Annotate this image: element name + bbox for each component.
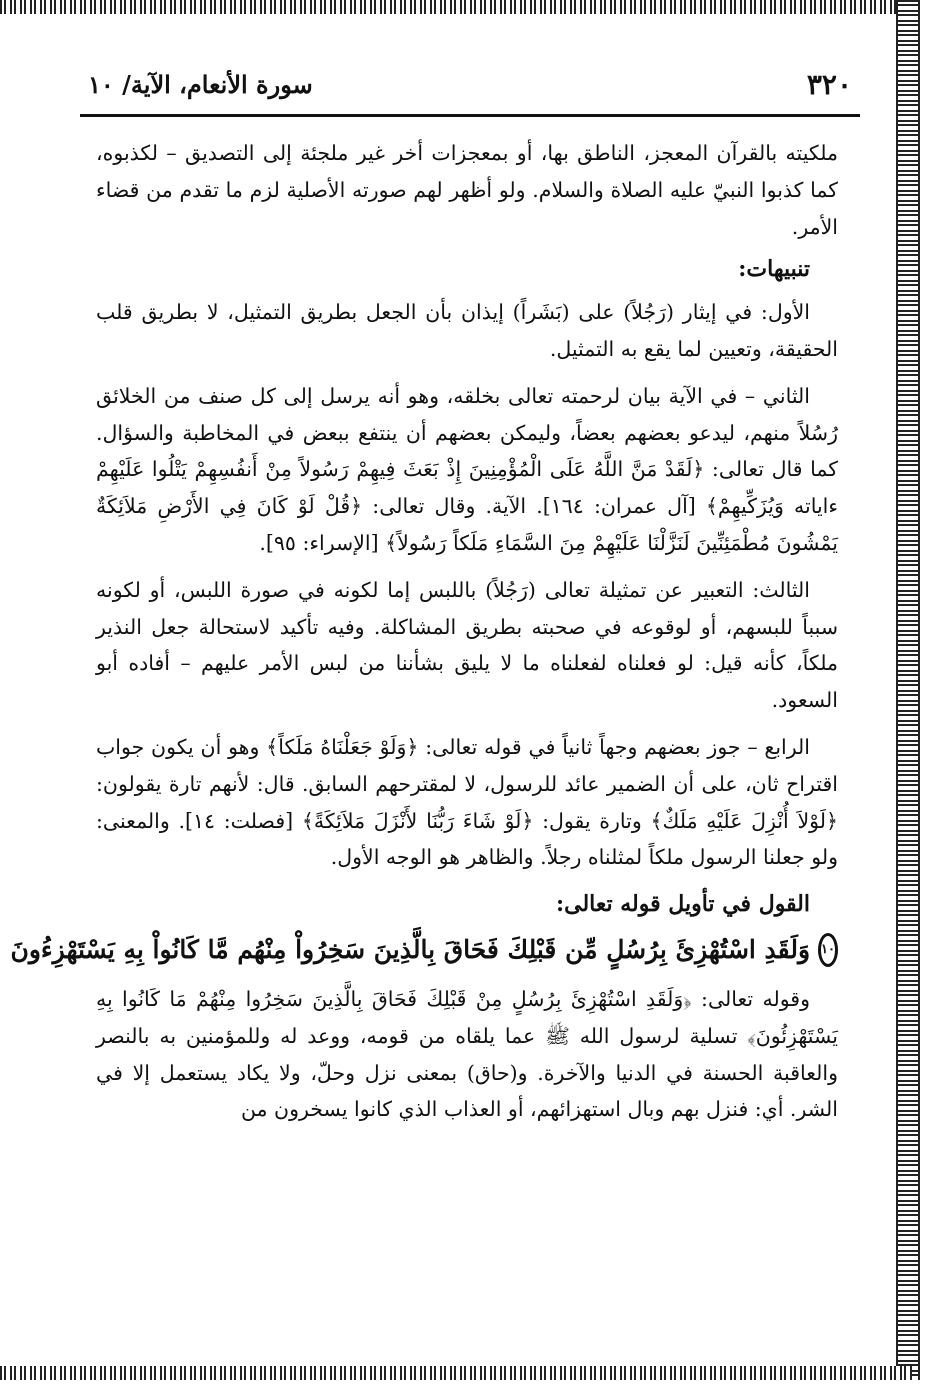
top-border-band	[0, 0, 912, 14]
page-number: ٣٢٠	[806, 68, 852, 101]
verse-number-medallion: ١٠	[818, 933, 838, 967]
bottom-border-band	[0, 1366, 912, 1380]
right-border-band	[896, 0, 920, 1380]
note-third: الثالث: التعبير عن تمثيلة تعالى (رَجُلاً) باللبس إما لكونه في صورة اللبس، أو لكونه سبباً للبسهم، أو لوقوعه في صحبته بطريق المشاكلة. وفيه تأكيد لاستحالة جعل النذير ملكاً، كأنه قيل: لو فعلناه لفعلناه ما لا يليق بشأننا من لبس الأمر عليهم – أفاده أبو السعود.	[96, 577, 838, 713]
quran-verse	[10, 929, 838, 971]
section-heading-notes: تنبيهات:	[738, 256, 810, 283]
section-heading-tawil: القول في تأويل قوله تعالى:	[556, 891, 810, 918]
verse-text: وَلَقَدِ اسْتُهْزِئَ بِرُسُلٍ مِّن قَبْلِكَ فَحَاقَ بِالَّذِينَ سَخِرُواْ مِنْهُم مَّا كَانُواْ بِهِ يَسْتَهْزِءُونَ	[10, 934, 811, 964]
page-header	[80, 62, 860, 117]
note-first: الأول: في إيثار (رَجُلاً) على (بَشَراً) إيذان بأن الجعل بطريق التمثيل، لا بطريق قلب الحقيقة، وتعيين لما يقع به التمثيل.	[96, 300, 838, 361]
paragraph-tafsir: وقوله تعالى: ﴿وَلَقَدِ اسْتُهْزِئَ بِرُسُلٍ مِنْ قَبْلِكَ فَحَاقَ بِالَّذِينَ سَخِرُوا مِنْهُمْ مَا كَانُوا بِهِ يَسْتَهْزِئُونَ﴾ تسلية لرسول الله ﷺ عما يلقاه من قومه، ووعد له وللمؤمنين به بالنصر والعاقبة الحسنة في الدنيا والآخرة. و(حاق) بمعنى نزل وحلّ، ولا يكاد يستعمل إلا في الشر. أي: فنزل بهم وبال استهزائهم، أو العذاب الذي كانوا يسخرون من	[96, 986, 838, 1122]
running-head: سورة الأنعام، الآية/ ١٠	[88, 70, 313, 99]
paragraph-continuation: ملكيته بالقرآن المعجز، الناطق بها، أو بمعجزات أخر غير ملجئة إلى التصديق – لكذبوه، كما كذبوا النبيّ عليه الصلاة والسلام. ولو أظهر لهم صورته الأصلية لزم ما تقدم من قضاء الأمر.	[96, 141, 838, 239]
page-body	[10, 135, 839, 1134]
note-second: الثاني – في الآية بيان لرحمته تعالى بخلقه، وهو أنه يرسل إلى كل صنف من الخلائق رُسُلاً منهم، ليدعو بعضهم بعضاً، وليمكن بعضهم أن ينتفع ببعض في المخاطبة والسؤال. كما قال تعالى: ﴿لَقَدْ مَنَّ اللَّهُ عَلَى الْمُؤْمِنِينَ إِذْ بَعَثَ فِيهِمْ رَسُولاً مِنْ أَنفُسِهِمْ يَتْلُوا عَلَيْهِمْ ءاياته وَيُزَكِّيهِمْ﴾ [آل عمران: ١٦٤]. الآية. وقال تعالى: ﴿قُلْ لَوْ كَانَ فِي الأَرْضِ مَلاَئِكَةٌ يَمْشُونَ مُطْمَئِنِّينَ لَنَزَّلْنَا عَلَيْهِمْ مِنَ السَّمَاءِ مَلَكاً رَسُولاً﴾ [الإسراء: ٩٥].	[96, 383, 839, 555]
note-fourth: الرابع – جوز بعضهم وجهاً ثانياً في قوله تعالى: ﴿وَلَوْ جَعَلْنَاهُ مَلَكاً﴾ وهو أن يكون جواب اقتراح ثان، على أن الضمير عائد للرسول، لا لمقترحهم السابق. قال: لأنهم تارة يقولون: ﴿لَوْلاَ أُنْزِلَ عَلَيْهِ مَلَكٌ﴾ وتارة يقول: ﴿لَوْ شَاءَ رَبُّنَا لأَنْزَلَ مَلاَئِكَةً﴾ [فصلت: ١٤]. والمعنى: ولو جعلنا الرسول ملكاً لمثلناه رجلاً. والظاهر هو الوجه الأول.	[96, 734, 838, 870]
